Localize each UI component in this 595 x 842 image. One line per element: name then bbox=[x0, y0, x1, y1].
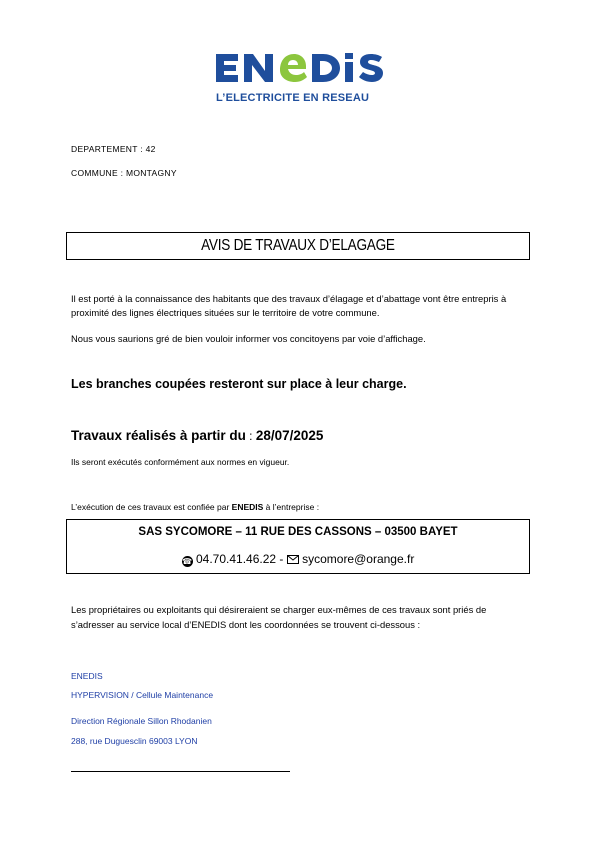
contact-direction: Direction Régionale Sillon Rhodanien bbox=[71, 716, 212, 726]
contact-separator: - bbox=[276, 552, 287, 566]
enedis-logo bbox=[214, 48, 384, 106]
execution-suffix: à l’entreprise : bbox=[263, 502, 320, 512]
company-email: sycomore@orange.fr bbox=[302, 552, 415, 566]
contact-address: 288, rue Duguesclin 69003 LYON bbox=[71, 736, 198, 746]
owners-paragraph: Les propriétaires ou exploitants qui désireraient se charger eux-mêmes de ces travaux sont priés de s’adresser au service local d’ENEDIS dont les coordonnées se trouvent ci-dessous : bbox=[71, 604, 487, 630]
phone-icon: ☎ bbox=[182, 557, 193, 566]
paragraph-display-request: Nous vous saurions gré de bien vouloir informer vos concitoyens par voie d’affichage. bbox=[71, 333, 426, 344]
execution-note bbox=[71, 502, 319, 512]
contact-department: HYPERVISION / Cellule Maintenance bbox=[71, 690, 214, 700]
title-box bbox=[66, 232, 530, 260]
execution-prefix: L’exécution de ces travaux est confiée par bbox=[71, 502, 232, 512]
page-title: AVIS DE TRAVAUX D’ELAGAGE bbox=[201, 237, 395, 254]
contact-org: ENEDIS bbox=[71, 671, 103, 681]
mail-icon bbox=[287, 555, 299, 564]
execution-brand: ENEDIS bbox=[231, 502, 264, 512]
branches-notice: Les branches coupées resteront sur place à leur charge. bbox=[71, 377, 407, 391]
company-contact bbox=[67, 552, 529, 567]
works-start-label: Travaux réalisés à partir du bbox=[71, 428, 246, 443]
works-start-colon: : bbox=[245, 429, 256, 443]
departement-label: DEPARTEMENT : 42 bbox=[71, 144, 156, 154]
paragraph-announcement: Il est porté à la connaissance des habitants que des travaux d’élagage et d’abattage vont être entrepris à proximité des lignes électriques situées sur le territoire de votre commune. bbox=[71, 293, 507, 318]
footer-rule bbox=[71, 771, 290, 772]
commune-label: COMMUNE : MONTAGNY bbox=[71, 168, 177, 178]
works-start bbox=[71, 428, 323, 443]
logo-tagline: L’ELECTRICITE EN RESEAU bbox=[216, 92, 370, 104]
standards-note: Ils seront exécutés conformément aux normes en vigueur. bbox=[71, 457, 290, 467]
company-address: SAS SYCOMORE – 11 RUE DES CASSONS – 03500 BAYET bbox=[138, 526, 458, 538]
company-phone: 04.70.41.46.22 bbox=[196, 552, 277, 566]
enedis-logo-mark bbox=[214, 48, 384, 88]
company-box bbox=[66, 519, 530, 574]
works-start-date: 28/07/2025 bbox=[255, 428, 324, 443]
